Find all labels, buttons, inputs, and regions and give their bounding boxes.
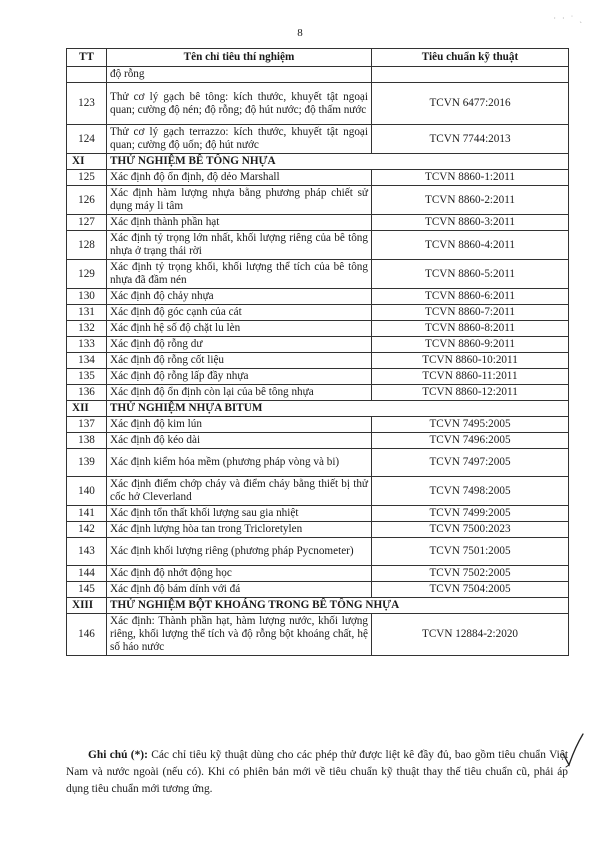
table-row [67, 321, 569, 337]
page-number: 8 [297, 27, 303, 39]
row-number: 130 [67, 289, 107, 305]
standard-code: TCVN 12884-2:2020 [372, 614, 569, 656]
standard-code: TCVN 8860-6:2011 [372, 289, 569, 305]
standard-code: TCVN 6477:2016 [372, 83, 569, 125]
test-name: Xác định thành phần hạt [107, 215, 372, 231]
standard-code: TCVN 8860-1:2011 [372, 170, 569, 186]
standard-code: TCVN 8860-3:2011 [372, 215, 569, 231]
standard-code: TCVN 7504:2005 [372, 582, 569, 598]
row-number: 135 [67, 369, 107, 385]
table-header-row [67, 49, 569, 67]
row-number [67, 67, 107, 83]
standard-code: TCVN 7496:2005 [372, 433, 569, 449]
row-number: 137 [67, 417, 107, 433]
standard-code: TCVN 8860-9:2011 [372, 337, 569, 353]
test-name: Xác định tỷ trọng khối, khối lượng thể tích của bê tông nhựa đã đầm nén [107, 260, 372, 289]
standard-code: TCVN 8860-10:2011 [372, 353, 569, 369]
table-body [67, 67, 569, 656]
test-name: Xác định độ kéo dài [107, 433, 372, 449]
row-number: 138 [67, 433, 107, 449]
row-number: 144 [67, 566, 107, 582]
standard-code: TCVN 7495:2005 [372, 417, 569, 433]
row-number: 133 [67, 337, 107, 353]
table-row [67, 231, 569, 260]
test-name: Xác định lượng hòa tan trong Tricloretylen [107, 522, 372, 538]
standard-code: TCVN 8860-4:2011 [372, 231, 569, 260]
table-row [67, 582, 569, 598]
row-number: 129 [67, 260, 107, 289]
row-number: 134 [67, 353, 107, 369]
row-number: 132 [67, 321, 107, 337]
test-name: Xác định độ góc cạnh của cát [107, 305, 372, 321]
test-name: Xác định kiểm hóa mềm (phương pháp vòng và bi) [107, 449, 372, 477]
test-name: Xác định độ ổn định còn lại của bê tông nhựa [107, 385, 372, 401]
standard-code [372, 67, 569, 83]
handwritten-mark-icon [560, 732, 586, 768]
row-number: 139 [67, 449, 107, 477]
test-name: Xác định độ rỗng lấp đầy nhựa [107, 369, 372, 385]
standard-code: TCVN 7501:2005 [372, 538, 569, 566]
test-name: Xác định điểm chớp cháy và điểm cháy bằng thiết bị thử cốc hở Cleverland [107, 477, 372, 506]
table-row [67, 614, 569, 656]
test-name: Xác định độ nhớt động học [107, 566, 372, 582]
footnote-text: Các chỉ tiêu kỹ thuật dùng cho các phép thử được liệt kê đầy đủ, bao gồm tiêu chuẩn Việt Nam và nước ngoài (nếu có). Khi có phiên bản mới về tiêu chuẩn kỹ thuật thay thế tiêu chuẩn cũ, phải áp dụng tiêu chuẩn mới tương ứng. [66, 749, 568, 795]
standard-code: TCVN 7497:2005 [372, 449, 569, 477]
table-row [67, 506, 569, 522]
row-number: 146 [67, 614, 107, 656]
test-name: Xác định độ rỗng cốt liệu [107, 353, 372, 369]
test-name: Xác định độ ổn định, độ dẻo Marshall [107, 170, 372, 186]
header-tt: TT [67, 49, 107, 67]
section-number: XII [67, 401, 107, 417]
table-row [67, 417, 569, 433]
table-row [67, 353, 569, 369]
row-number: 145 [67, 582, 107, 598]
table-row [67, 215, 569, 231]
standard-code: TCVN 8860-8:2011 [372, 321, 569, 337]
test-name: độ rỗng [107, 67, 372, 83]
table-row [67, 260, 569, 289]
test-name: Xác định độ kim lún [107, 417, 372, 433]
table-row [67, 369, 569, 385]
row-number: 124 [67, 125, 107, 154]
section-row [67, 401, 569, 417]
table-row [67, 125, 569, 154]
row-number: 136 [67, 385, 107, 401]
standards-table [66, 48, 569, 656]
section-row [67, 598, 569, 614]
table-row [67, 566, 569, 582]
section-number: XIII [67, 598, 107, 614]
standard-code: TCVN 8860-7:2011 [372, 305, 569, 321]
standard-code: TCVN 7498:2005 [372, 477, 569, 506]
test-name: Xác định tổn thất khối lượng sau gia nhiệt [107, 506, 372, 522]
row-number: 131 [67, 305, 107, 321]
standard-code: TCVN 7500:2023 [372, 522, 569, 538]
section-title: THỬ NGHIỆM BỘT KHOÁNG TRONG BÊ TÔNG NHỰA [107, 598, 569, 614]
table-row [67, 522, 569, 538]
footnote [66, 747, 568, 798]
table-row [67, 449, 569, 477]
row-number: 141 [67, 506, 107, 522]
table-row [67, 289, 569, 305]
table-row [67, 83, 569, 125]
table-row [67, 477, 569, 506]
footnote-label: Ghi chú (*): [88, 749, 148, 761]
test-name: Thử cơ lý gạch terrazzo: kích thước, khuyết tật ngoại quan; cường độ uốn; độ hút nước [107, 125, 372, 154]
section-title: THỬ NGHIỆM BÊ TÔNG NHỰA [107, 154, 569, 170]
standard-code: TCVN 8860-11:2011 [372, 369, 569, 385]
table-row [67, 538, 569, 566]
row-number: 128 [67, 231, 107, 260]
test-name: Xác định độ chảy nhựa [107, 289, 372, 305]
section-number: XI [67, 154, 107, 170]
section-title: THỬ NGHIỆM NHỰA BITUM [107, 401, 569, 417]
table-row [67, 337, 569, 353]
table-row [67, 186, 569, 215]
row-number: 143 [67, 538, 107, 566]
test-name: Xác định độ bám dính với đá [107, 582, 372, 598]
standard-code: TCVN 8860-5:2011 [372, 260, 569, 289]
table-row [67, 433, 569, 449]
test-name: Xác định tỷ trọng lớn nhất, khối lượng riêng của bê tông nhựa ở trạng thái rời [107, 231, 372, 260]
standard-code: TCVN 7502:2005 [372, 566, 569, 582]
standard-code: TCVN 8860-12:2011 [372, 385, 569, 401]
table-row [67, 305, 569, 321]
row-number: 125 [67, 170, 107, 186]
row-number: 127 [67, 215, 107, 231]
test-name: Xác định hệ số độ chặt lu lèn [107, 321, 372, 337]
test-name: Xác định hàm lượng nhựa bằng phương pháp chiết sử dụng máy li tâm [107, 186, 372, 215]
header-standard: Tiêu chuẩn kỹ thuật [372, 49, 569, 67]
row-number: 140 [67, 477, 107, 506]
test-name: Xác định độ rỗng dư [107, 337, 372, 353]
row-number: 123 [67, 83, 107, 125]
table-row [67, 67, 569, 83]
test-name: Xác định: Thành phần hạt, hàm lượng nước, khối lượng riêng, khối lượng thể tích và độ rỗng bột khoáng chất, hệ số háo nước [107, 614, 372, 656]
standard-code: TCVN 8860-2:2011 [372, 186, 569, 215]
header-test-name: Tên chỉ tiêu thí nghiệm [107, 49, 372, 67]
row-number: 142 [67, 522, 107, 538]
test-name: Xác định khối lượng riêng (phương pháp Pycnometer) [107, 538, 372, 566]
standard-code: TCVN 7499:2005 [372, 506, 569, 522]
section-row [67, 154, 569, 170]
test-name: Thử cơ lý gạch bê tông: kích thước, khuyết tật ngoại quan; cường độ nén; độ rỗng; độ hút nước; độ thấm nước [107, 83, 372, 125]
row-number: 126 [67, 186, 107, 215]
table-row [67, 170, 569, 186]
standard-code: TCVN 7744:2013 [372, 125, 569, 154]
corner-mark: · · ˙ ˏ [553, 14, 584, 23]
table-row [67, 385, 569, 401]
